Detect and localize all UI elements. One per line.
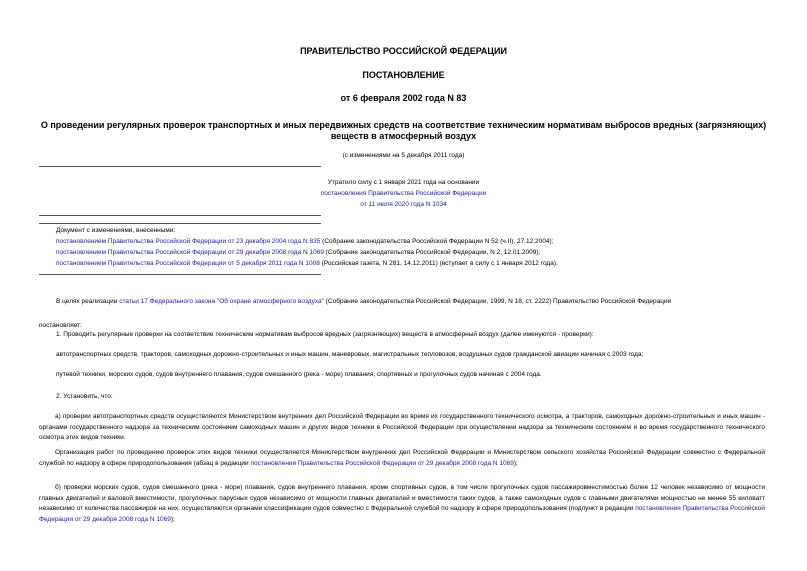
document-title: О проведении регулярных проверок транспортных и иных передвижных средств на соответствие техническим нормативам выбросов вредных (загрязняющих) веществ в атмосферный воздух xyxy=(40,120,767,141)
preamble-text: В целях реализации xyxy=(56,298,120,305)
divider xyxy=(39,274,321,275)
government-heading: ПРАВИТЕЛЬСТВО РОССИЙСКОЙ ФЕДЕРАЦИИ xyxy=(300,46,507,56)
expiry-note: Утратило силу с 1 января 2021 года на основании xyxy=(327,179,480,186)
paragraph-text: ); xyxy=(513,459,518,467)
document-type: ПОСТАНОВЛЕНИЕ xyxy=(362,70,445,80)
divider xyxy=(39,166,321,167)
paragraph-2: 2. Установить, что: xyxy=(56,393,113,400)
resolves-line: постановляет: xyxy=(39,322,82,329)
subparagraph-a: а) проверки автотранспортных средств осуществляются Министерством внутренних дел Российской Федерации во время их государственного технического осмотра, а тракторов, самоходных дорожно-строительных и иных машин - органами государственного надзора за техническим состоянием самоходных машин и других видов техники в Российской Федерации при осуществлении надзора за техническим состоянием и во время государственного технического осмотра этих видов техники. xyxy=(39,413,765,441)
amendment-item xyxy=(56,249,540,257)
subparagraph-b xyxy=(39,483,765,525)
amendment-link[interactable]: постановлением Правительства Российской Федерации от 5 декабря 2011 года N 1008 xyxy=(56,260,320,267)
paragraph-text: Организация работ по проведению проверок этих видов техники осуществляется Министерством внутренних дел Российской Федерации и Министерством сельского хозяйства Российской Федерации совместно с Федеральной службой по надзору в сфере природопользования (абзац в редакции xyxy=(39,449,765,467)
amendments-intro: Документ с изменениями, внесенными: xyxy=(56,227,176,234)
organization-paragraph xyxy=(39,448,765,469)
expiry-link-line2[interactable]: от 11 июля 2020 года N 1034 xyxy=(360,201,447,208)
amendment-source: (Российская газета, N 281, 14.12.2011) (вступает в силу с 1 января 2012 года). xyxy=(319,260,558,267)
amendment-item xyxy=(56,238,553,246)
amendment-link[interactable]: постановлением Правительства Российской Федерации от 23 декабря 2004 года N 835 xyxy=(56,238,321,245)
preamble-paragraph xyxy=(56,298,671,306)
expiry-link-line1[interactable]: постановления Правительства Российской Федерации xyxy=(320,190,487,197)
paragraph-vessels: путевой техники, морских судов, судов внутреннего плавания, судов смешанного (река - море) плавания, спортивных и прогулочных судов начиная с 2004 года. xyxy=(56,371,542,378)
law-link[interactable]: статьи 17 Федерального закона "Об охране атмосферного воздуха" xyxy=(119,298,324,305)
amendment-source: (Собрание законодательства Российской Федерации N 52 (ч.II), 27.12.2004); xyxy=(320,238,554,245)
paragraph-text: ); xyxy=(170,515,175,523)
preamble-text: (Собрание законодательства Российской Федерации, 1999, N 18, ст. 2222) Правительство Российской Федерации xyxy=(323,298,672,305)
amendment-link[interactable]: постановлением Правительства Российской Федерации от 29 декабря 2008 года N 1069 xyxy=(56,249,324,256)
divider xyxy=(39,223,321,224)
divider xyxy=(39,215,321,216)
paragraph-text: б) проверки морских судов, судов смешанного (река - море) плавания, судов внутреннего плавания, кроме спортивных судов, в том числе прогулочных судов пассажировместимостью более 12 человек независимо от мощности главных двигателей и валовой вместимости, прогулочных парусных судов независимо от мощности главных двигателей и вместимости таких судов, а также самоходных судов с главными двигателями мощностью не менее 55 киловатт независимо от количества пассажиров на них, осуществляются органами классификации судов совместно с Федеральной службой по надзору в сфере природопользования (подпункт в редакции xyxy=(39,484,765,512)
amendment-item xyxy=(56,260,558,268)
resolution-link[interactable]: постановления Правительства Российской Федерации от 29 декабря 2008 года N 1069 xyxy=(250,459,514,467)
revision-note: (с изменениями на 5 декабря 2011 года) xyxy=(342,152,465,159)
resolution-link[interactable]: постановления Правительства Российской Федерации от 29 декабря 2008 года N 1069 xyxy=(39,505,765,523)
paragraph-vehicles: автотранспортных средств, тракторов, самоходных дорожно-строительных и иных машин, маневровых, магистральных тепловозов, воздушных судов гражданской авиации начиная с 2003 года; xyxy=(56,351,644,358)
document-date-number: от 6 февраля 2002 года N 83 xyxy=(340,93,467,103)
amendment-source: (Собрание законодательства Российской Федерации, N 2, 12.01.2009); xyxy=(323,249,541,256)
paragraph-1: 1. Проводить регулярные проверки на соответствие техническим нормативам выбросов вредных (загрязняющих) веществ в атмосферный воздух (далее именуются - проверки): xyxy=(56,331,594,338)
